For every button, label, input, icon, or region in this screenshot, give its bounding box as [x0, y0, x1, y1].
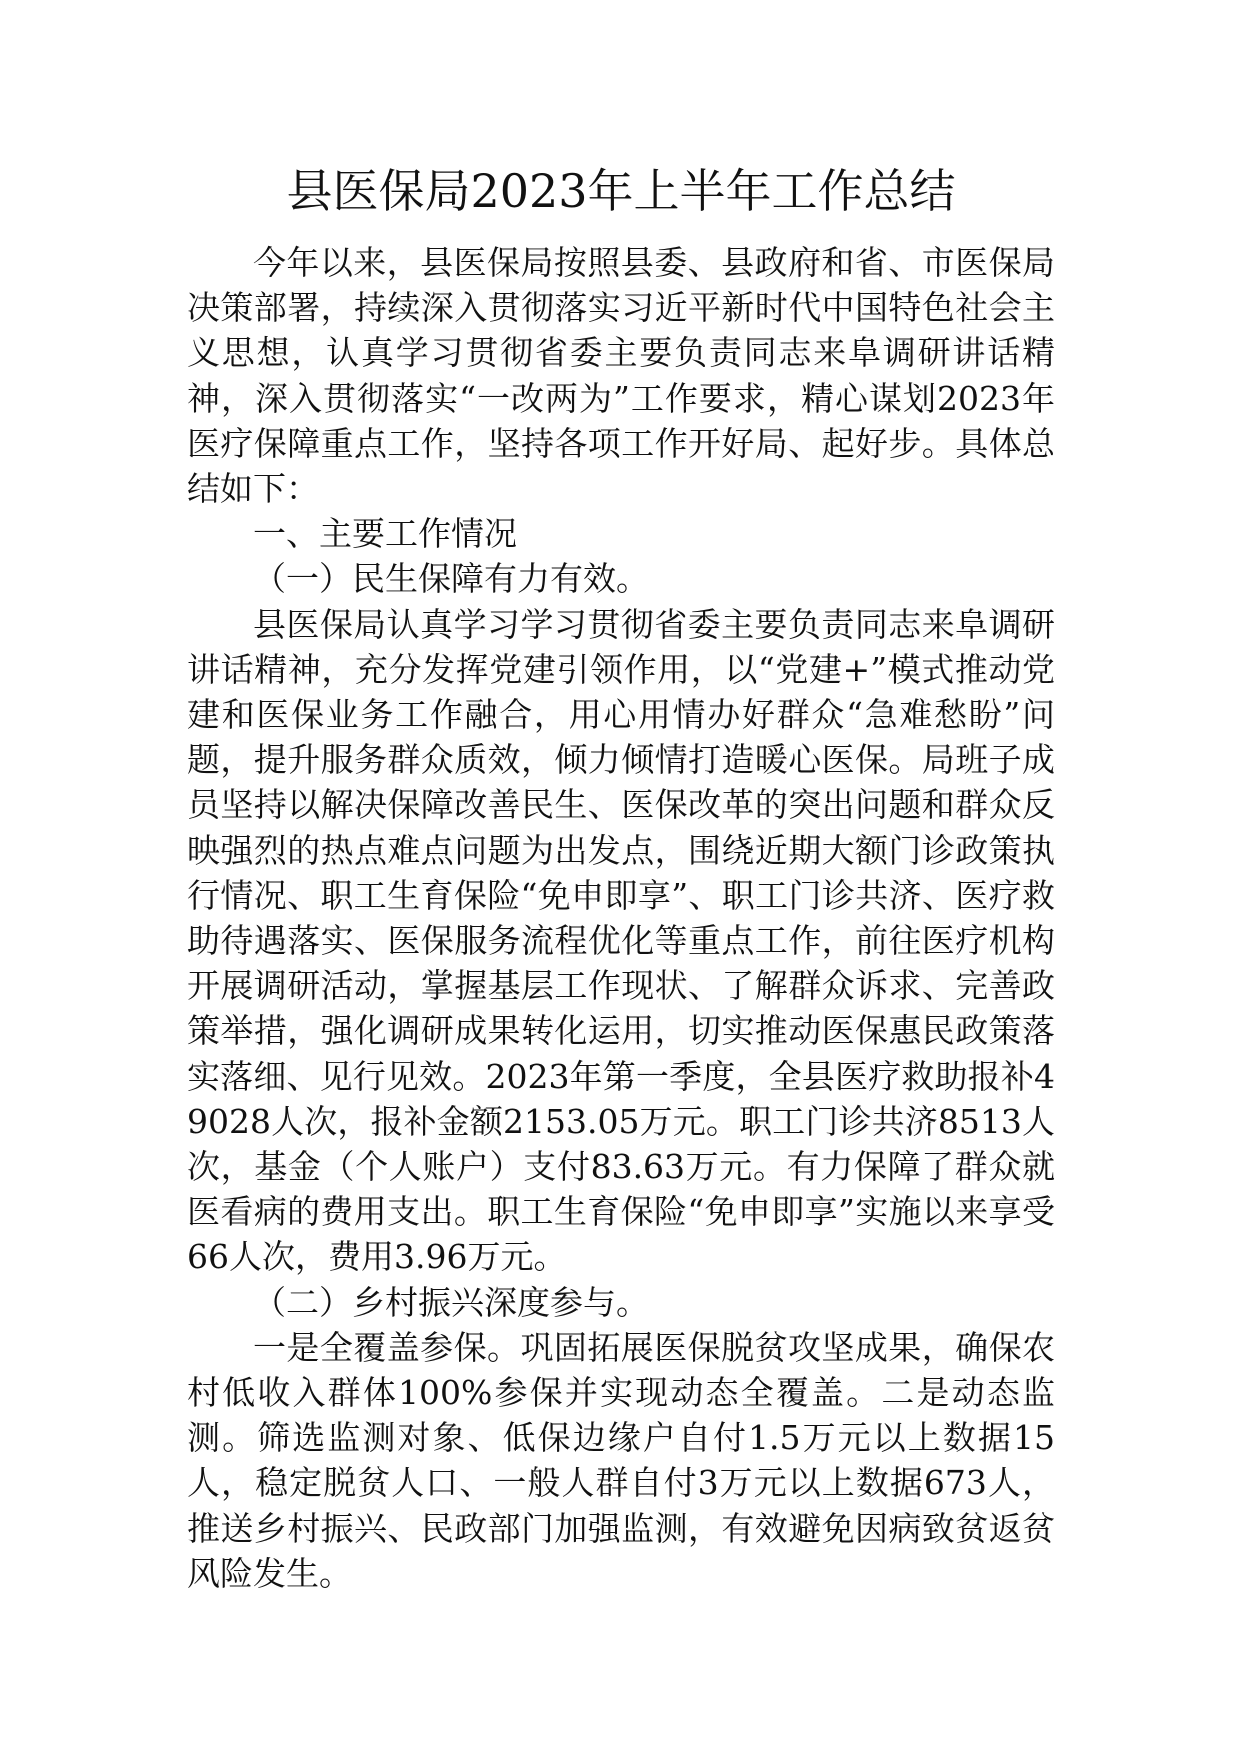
intro-paragraph: 今年以来，县医保局按照县委、县政府和省、市医保局决策部署，持续深入贯彻落实习近平新时代中国特色社会主义思想，认真学习贯彻省委主要负责同志来阜调研讲话精神，深入贯彻落实“一改两为”工作要求，精心谋划2023年医疗保障重点工作，坚持各项工作开好局、起好步。具体总结如下： [187, 243, 1055, 509]
rural-revitalization-paragraph: 一是全覆盖参保。巩固拓展医保脱贫攻坚成果，确保农村低收入群体100%参保并实现动态全覆盖。二是动态监测。筛选监测对象、低保边缘户自付1.5万元以上数据15人，稳定脱贫人口、一般人群自付3万元以上数据673人，推送乡村振兴、民政部门加强监测，有效避免因病致贫返贫风险发生。 [187, 1327, 1055, 1593]
document-title: 县医保局2023年上半年工作总结 [286, 164, 956, 218]
subsection-heading-livelihood: （一）民生保障有力有效。 [253, 559, 649, 599]
subsection-heading-rural-revitalization: （二）乡村振兴深度参与。 [253, 1282, 649, 1322]
document-page [187, 158, 1055, 1596]
section-heading-main-work: 一、主要工作情况 [253, 514, 517, 554]
livelihood-paragraph: 县医保局认真学习学习贯彻省委主要负责同志来阜调研讲话精神，充分发挥党建引领作用，以“党建+”模式推动党建和医保业务工作融合，用心用情办好群众“急难愁盼”问题，提升服务群众质效，倾力倾情打造暖心医保。局班子成员坚持以解决保障改善民生、医保改革的突出问题和群众反映强烈的热点难点问题为出发点，围绕近期大额门诊政策执行情况、职工生育保险“免申即享”、职工门诊共济、医疗救助待遇落实、医保服务流程优化等重点工作，前往医疗机构开展调研活动，掌握基层工作现状、了解群众诉求、完善政策举措，强化调研成果转化运用，切实推动医保惠民政策落实落细、见行见效。2023年第一季度，全县医疗救助报补49028人次，报补金额2153.05万元。职工门诊共济8513人次，基金（个人账户）支付83.63万元。有力保障了群众就医看病的费用支出。职工生育保险“免申即享”实施以来享受66人次，费用3.96万元。 [187, 604, 1055, 1277]
